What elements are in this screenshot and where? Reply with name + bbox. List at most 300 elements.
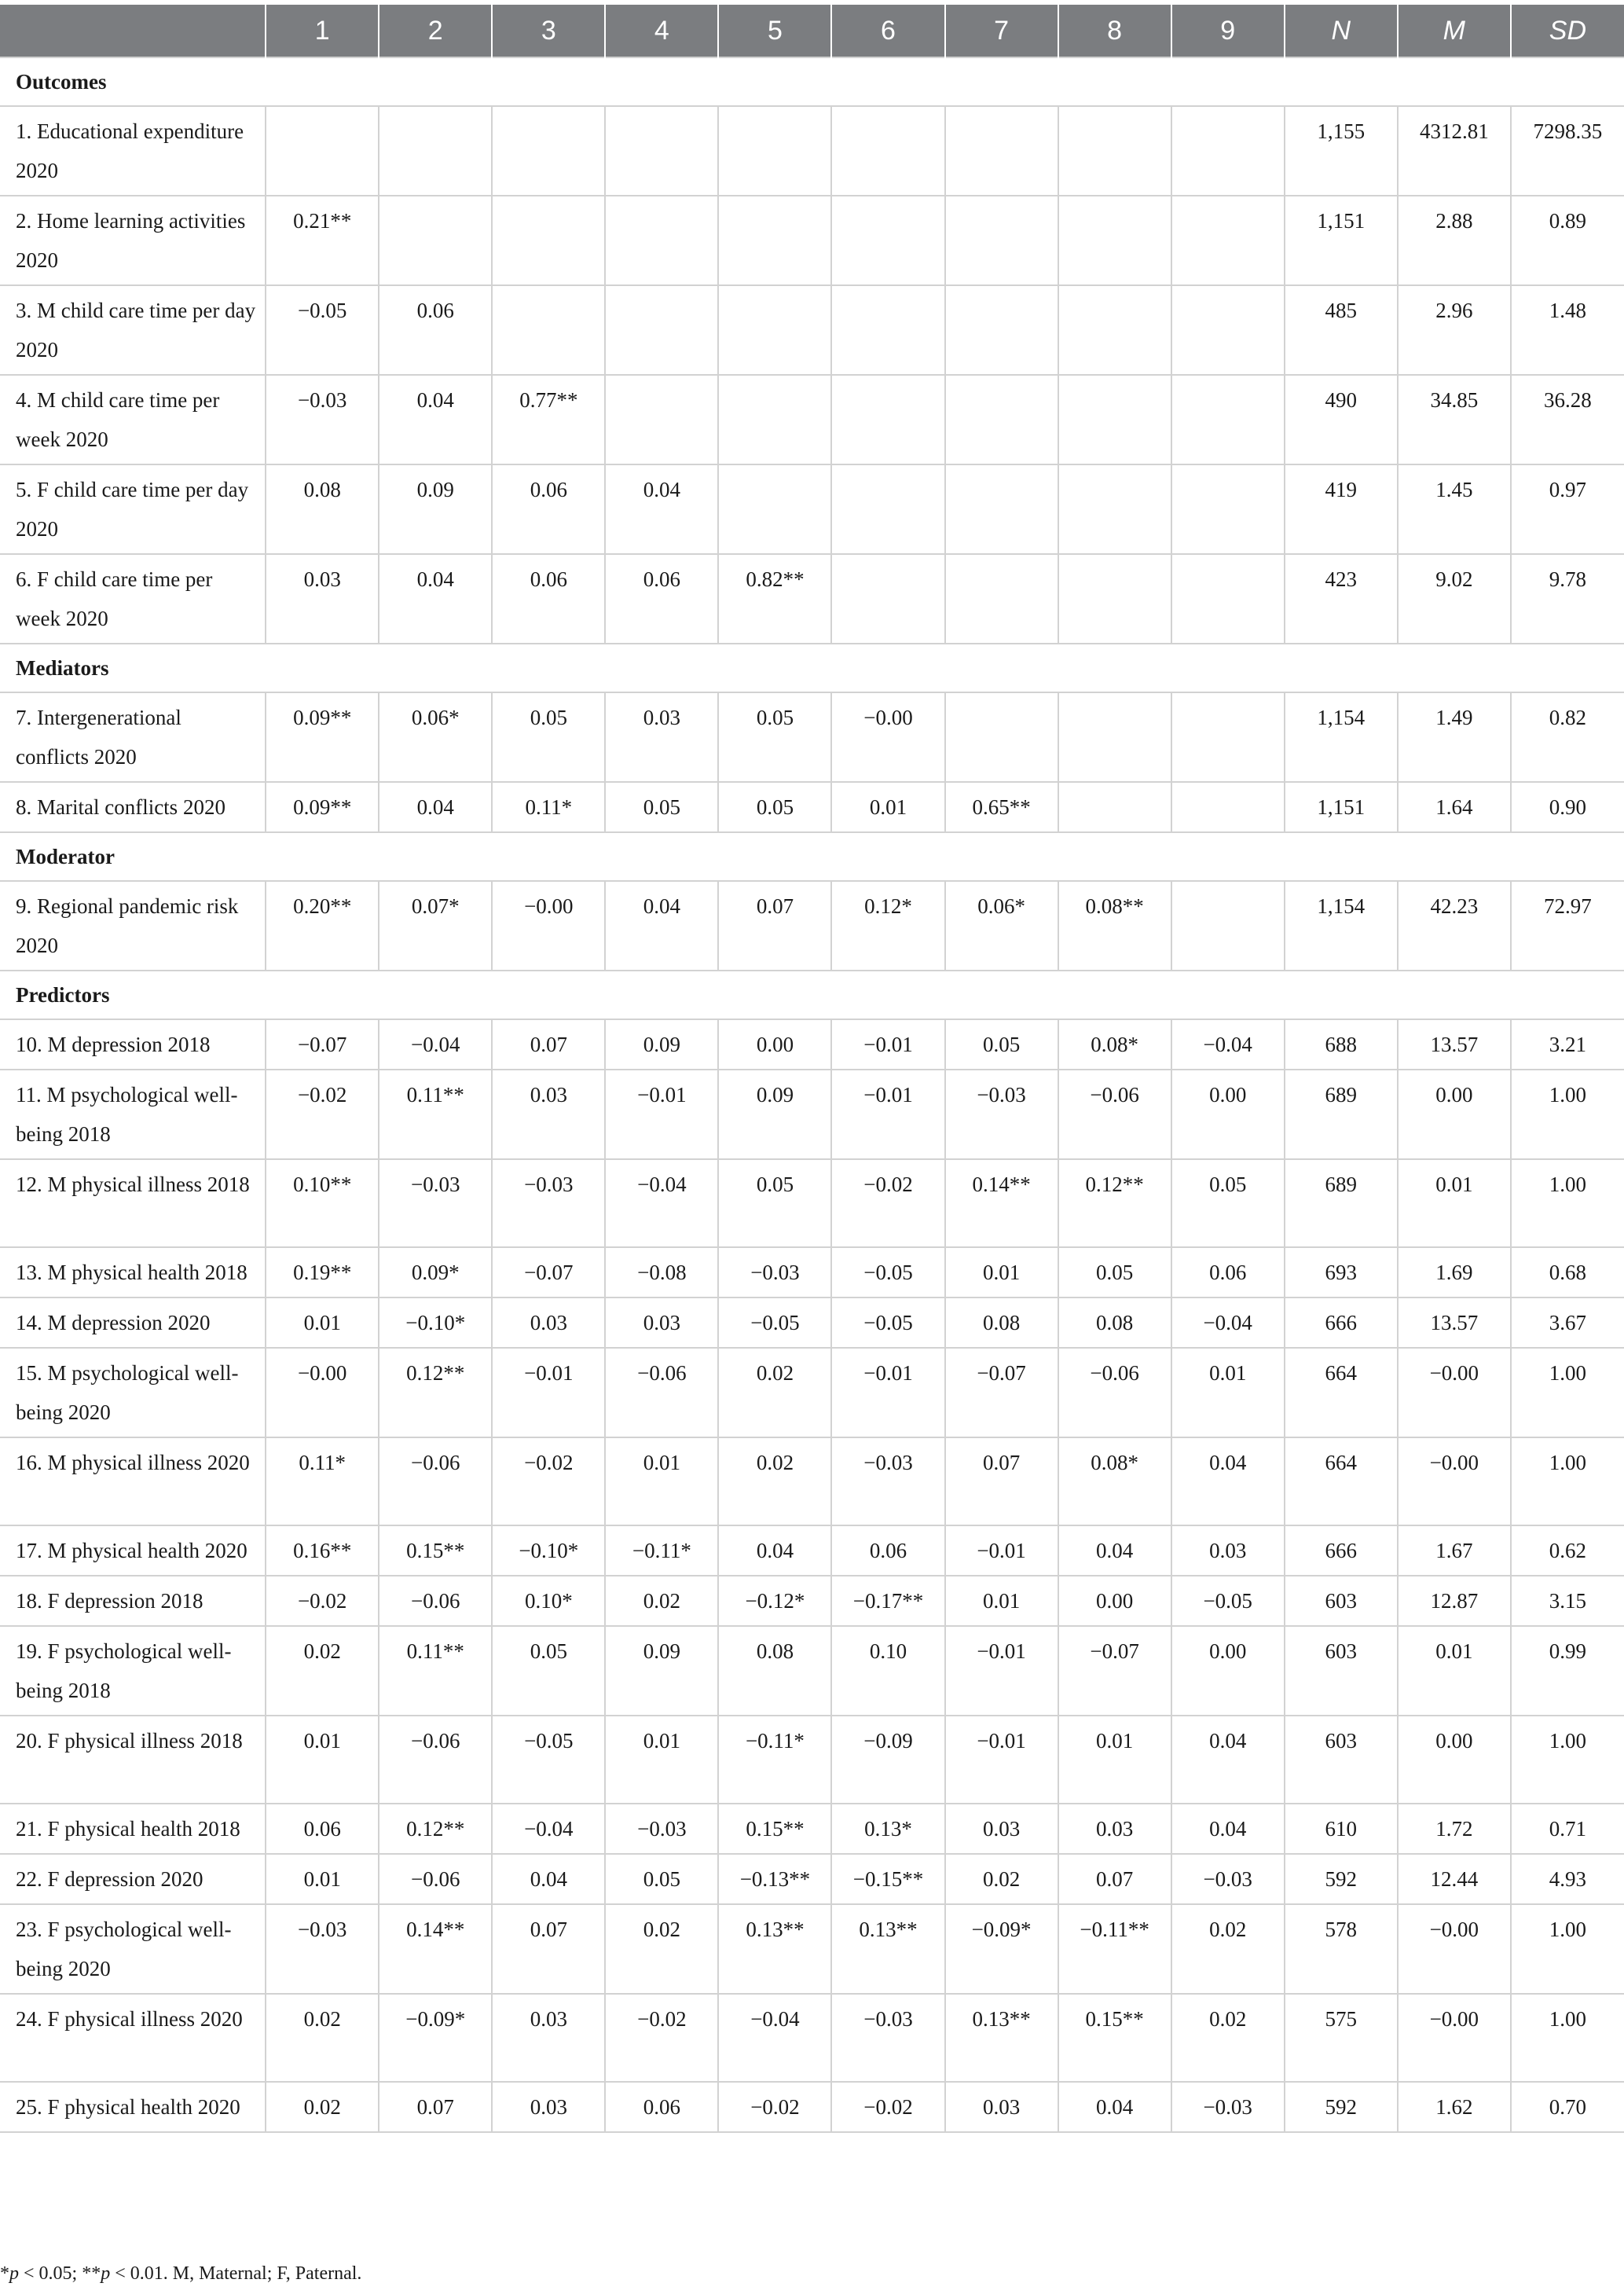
table-cell: 0.05 bbox=[492, 1626, 605, 1716]
table-cell: 1.62 bbox=[1398, 2082, 1511, 2132]
table-cell: 1,151 bbox=[1285, 196, 1398, 285]
table-row bbox=[0, 1159, 1624, 1247]
table-cell: 0.04 bbox=[379, 554, 492, 644]
table-cell: 0.01 bbox=[1398, 1626, 1511, 1716]
table-cell: 0.03 bbox=[945, 1804, 1058, 1854]
table-cell: 0.02 bbox=[718, 1348, 831, 1437]
table-cell: −0.01 bbox=[492, 1348, 605, 1437]
table-cell: 0.08 bbox=[266, 464, 379, 554]
table-cell: −0.00 bbox=[1398, 1437, 1511, 1525]
footnote-text-1: < 0.05; bbox=[19, 2263, 82, 2284]
table-row bbox=[0, 554, 1624, 644]
variable-label: 25. F physical health 2020 bbox=[0, 2082, 266, 2132]
table-cell: −0.05 bbox=[1171, 1576, 1285, 1626]
table-cell: 0.01 bbox=[266, 1854, 379, 1904]
table-cell: −0.07 bbox=[492, 1247, 605, 1297]
header-col-4: 4 bbox=[605, 5, 718, 57]
section-row bbox=[0, 971, 1624, 1019]
table-cell: −0.02 bbox=[718, 2082, 831, 2132]
table-cell bbox=[945, 106, 1058, 196]
table-cell: 9.78 bbox=[1511, 554, 1624, 644]
variable-label: 6. F child care time per week 2020 bbox=[0, 554, 266, 644]
table-row bbox=[0, 1716, 1624, 1804]
table-cell: 0.08* bbox=[1058, 1019, 1171, 1070]
table-cell: −0.09* bbox=[945, 1904, 1058, 1994]
table-cell bbox=[492, 106, 605, 196]
table-cell: 0.05 bbox=[1171, 1159, 1285, 1247]
table-cell: −0.03 bbox=[1171, 1854, 1285, 1904]
table-row bbox=[0, 2082, 1624, 2132]
table-cell: −0.06 bbox=[379, 1437, 492, 1525]
table-cell: 0.00 bbox=[1171, 1070, 1285, 1159]
table-cell: 0.65** bbox=[945, 782, 1058, 832]
table-row bbox=[0, 1437, 1624, 1525]
table-cell: 0.00 bbox=[1398, 1070, 1511, 1159]
table-cell bbox=[831, 554, 944, 644]
table-cell: −0.06 bbox=[379, 1854, 492, 1904]
variable-label: 7. Intergenerational conflicts 2020 bbox=[0, 692, 266, 782]
table-cell bbox=[945, 375, 1058, 464]
table-cell: −0.03 bbox=[266, 1904, 379, 1994]
table-cell: 0.11* bbox=[266, 1437, 379, 1525]
table-cell: 0.06* bbox=[945, 881, 1058, 971]
table-footnote bbox=[0, 2262, 361, 2285]
table-cell: 2.96 bbox=[1398, 285, 1511, 375]
table-cell bbox=[1058, 285, 1171, 375]
table-cell: 0.13** bbox=[718, 1904, 831, 1994]
table-cell: 693 bbox=[1285, 1247, 1398, 1297]
footnote-text-2: < 0.01. M, Maternal; F, Paternal. bbox=[110, 2263, 362, 2284]
table-cell: −0.02 bbox=[831, 2082, 944, 2132]
table-cell: −0.01 bbox=[605, 1070, 718, 1159]
table-cell bbox=[831, 285, 944, 375]
table-cell bbox=[1171, 881, 1285, 971]
table-cell: −0.09* bbox=[379, 1994, 492, 2082]
table-cell: 0.13** bbox=[831, 1904, 944, 1994]
table-cell: 0.02 bbox=[605, 1576, 718, 1626]
table-cell: 1.00 bbox=[1511, 1904, 1624, 1994]
table-cell: 1,154 bbox=[1285, 692, 1398, 782]
table-cell: 0.00 bbox=[1398, 1716, 1511, 1804]
table-cell bbox=[266, 106, 379, 196]
table-cell: 0.03 bbox=[492, 1994, 605, 2082]
table-cell: 610 bbox=[1285, 1804, 1398, 1854]
table-cell: 592 bbox=[1285, 1854, 1398, 1904]
table-row bbox=[0, 1247, 1624, 1297]
table-cell: 0.06 bbox=[831, 1525, 944, 1576]
table-cell: 666 bbox=[1285, 1525, 1398, 1576]
section-row bbox=[0, 644, 1624, 692]
table-cell: 0.03 bbox=[492, 1070, 605, 1159]
table-cell: 1.00 bbox=[1511, 1716, 1624, 1804]
table-cell: 664 bbox=[1285, 1348, 1398, 1437]
table-cell: 0.82** bbox=[718, 554, 831, 644]
table-cell: −0.03 bbox=[379, 1159, 492, 1247]
table-cell: 0.03 bbox=[266, 554, 379, 644]
correlation-table-container bbox=[0, 5, 1624, 2133]
table-cell: 1.45 bbox=[1398, 464, 1511, 554]
table-cell: −0.04 bbox=[1171, 1019, 1285, 1070]
table-cell: 0.03 bbox=[492, 1297, 605, 1348]
table-cell: 0.12** bbox=[379, 1804, 492, 1854]
header-col-1: 1 bbox=[266, 5, 379, 57]
table-cell: 13.57 bbox=[1398, 1019, 1511, 1070]
table-cell: 0.14** bbox=[379, 1904, 492, 1994]
table-cell: 0.04 bbox=[1058, 2082, 1171, 2132]
table-cell: 0.03 bbox=[492, 2082, 605, 2132]
table-cell: 0.06 bbox=[266, 1804, 379, 1854]
table-cell: 3.21 bbox=[1511, 1019, 1624, 1070]
table-cell: −0.10* bbox=[379, 1297, 492, 1348]
table-cell: −0.02 bbox=[266, 1576, 379, 1626]
table-cell: −0.04 bbox=[1171, 1297, 1285, 1348]
table-cell: 0.02 bbox=[718, 1437, 831, 1525]
table-cell: 0.06* bbox=[379, 692, 492, 782]
table-cell: 0.10 bbox=[831, 1626, 944, 1716]
table-cell bbox=[1058, 196, 1171, 285]
table-cell: 0.71 bbox=[1511, 1804, 1624, 1854]
table-cell: 1,154 bbox=[1285, 881, 1398, 971]
table-cell bbox=[605, 106, 718, 196]
table-cell: 0.04 bbox=[492, 1854, 605, 1904]
table-cell: −0.06 bbox=[1058, 1070, 1171, 1159]
table-cell: 0.07 bbox=[1058, 1854, 1171, 1904]
table-cell: −0.03 bbox=[605, 1804, 718, 1854]
table-cell bbox=[605, 375, 718, 464]
table-row bbox=[0, 106, 1624, 196]
table-cell: 575 bbox=[1285, 1994, 1398, 2082]
table-cell: −0.01 bbox=[831, 1019, 944, 1070]
table-cell: 4.93 bbox=[1511, 1854, 1624, 1904]
table-cell: −0.05 bbox=[718, 1297, 831, 1348]
table-cell: 0.07 bbox=[492, 1904, 605, 1994]
table-cell bbox=[1058, 692, 1171, 782]
table-cell bbox=[1058, 782, 1171, 832]
table-cell: 0.03 bbox=[945, 2082, 1058, 2132]
table-cell: 12.87 bbox=[1398, 1576, 1511, 1626]
table-cell: 0.09* bbox=[379, 1247, 492, 1297]
table-cell: 689 bbox=[1285, 1070, 1398, 1159]
table-cell: 4312.81 bbox=[1398, 106, 1511, 196]
table-cell: −0.00 bbox=[1398, 1994, 1511, 2082]
table-cell: 0.04 bbox=[605, 464, 718, 554]
table-cell: 423 bbox=[1285, 554, 1398, 644]
table-cell: 0.02 bbox=[1171, 1994, 1285, 2082]
table-row bbox=[0, 1854, 1624, 1904]
table-cell: −0.00 bbox=[1398, 1904, 1511, 1994]
table-cell: 0.06 bbox=[379, 285, 492, 375]
header-col-n: N bbox=[1285, 5, 1398, 57]
table-cell: −0.03 bbox=[831, 1437, 944, 1525]
table-cell: −0.07 bbox=[1058, 1626, 1171, 1716]
table-cell: 0.02 bbox=[945, 1854, 1058, 1904]
table-cell: 0.05 bbox=[945, 1019, 1058, 1070]
table-row bbox=[0, 1070, 1624, 1159]
table-cell: 0.01 bbox=[1058, 1716, 1171, 1804]
table-cell: 490 bbox=[1285, 375, 1398, 464]
table-cell: −0.05 bbox=[492, 1716, 605, 1804]
table-cell: 0.01 bbox=[605, 1437, 718, 1525]
variable-label: 15. M psychological well-being 2020 bbox=[0, 1348, 266, 1437]
table-cell: 0.00 bbox=[718, 1019, 831, 1070]
table-cell: −0.02 bbox=[605, 1994, 718, 2082]
table-cell: 0.15** bbox=[718, 1804, 831, 1854]
table-cell: 664 bbox=[1285, 1437, 1398, 1525]
table-cell bbox=[1171, 375, 1285, 464]
table-cell: 0.03 bbox=[1058, 1804, 1171, 1854]
table-cell: −0.06 bbox=[1058, 1348, 1171, 1437]
table-cell: 0.01 bbox=[945, 1247, 1058, 1297]
table-row bbox=[0, 881, 1624, 971]
table-cell: 0.02 bbox=[1171, 1904, 1285, 1994]
table-cell: 1.67 bbox=[1398, 1525, 1511, 1576]
table-cell bbox=[718, 464, 831, 554]
table-cell: −0.12* bbox=[718, 1576, 831, 1626]
header-label-col bbox=[0, 5, 266, 57]
variable-label: 1. Educational expenditure 2020 bbox=[0, 106, 266, 196]
table-cell bbox=[1171, 464, 1285, 554]
table-cell: 0.06 bbox=[1171, 1247, 1285, 1297]
table-cell: 3.67 bbox=[1511, 1297, 1624, 1348]
table-row bbox=[0, 1525, 1624, 1576]
table-header bbox=[0, 5, 1624, 57]
table-cell: 0.77** bbox=[492, 375, 605, 464]
table-cell: 0.02 bbox=[266, 1626, 379, 1716]
table-cell: 1.00 bbox=[1511, 1994, 1624, 2082]
section-heading: Mediators bbox=[0, 644, 1624, 692]
table-cell: 0.12** bbox=[379, 1348, 492, 1437]
table-row bbox=[0, 1626, 1624, 1716]
table-cell: 0.10** bbox=[266, 1159, 379, 1247]
table-cell: −0.00 bbox=[492, 881, 605, 971]
variable-label: 17. M physical health 2020 bbox=[0, 1525, 266, 1576]
table-cell: 485 bbox=[1285, 285, 1398, 375]
table-cell bbox=[605, 196, 718, 285]
variable-label: 16. M physical illness 2020 bbox=[0, 1437, 266, 1525]
table-row bbox=[0, 692, 1624, 782]
table-cell: 42.23 bbox=[1398, 881, 1511, 971]
table-cell bbox=[1058, 375, 1171, 464]
table-cell bbox=[379, 106, 492, 196]
table-cell bbox=[1171, 782, 1285, 832]
table-cell: 0.07* bbox=[379, 881, 492, 971]
table-cell: 0.04 bbox=[379, 375, 492, 464]
variable-label: 11. M psychological well-being 2018 bbox=[0, 1070, 266, 1159]
table-cell: −0.09 bbox=[831, 1716, 944, 1804]
table-cell bbox=[945, 285, 1058, 375]
table-row bbox=[0, 1297, 1624, 1348]
table-cell: 0.08** bbox=[1058, 881, 1171, 971]
table-cell: 0.03 bbox=[1171, 1525, 1285, 1576]
table-cell: 592 bbox=[1285, 2082, 1398, 2132]
table-cell: 0.09 bbox=[718, 1070, 831, 1159]
table-cell: −0.01 bbox=[945, 1525, 1058, 1576]
table-cell: −0.00 bbox=[266, 1348, 379, 1437]
table-cell: 0.04 bbox=[1058, 1525, 1171, 1576]
table-cell bbox=[1058, 554, 1171, 644]
table-cell bbox=[718, 106, 831, 196]
correlation-table bbox=[0, 5, 1624, 2133]
table-cell: 688 bbox=[1285, 1019, 1398, 1070]
table-cell: −0.01 bbox=[945, 1626, 1058, 1716]
header-col-sd: SD bbox=[1511, 5, 1624, 57]
table-cell: 666 bbox=[1285, 1297, 1398, 1348]
table-cell: 0.01 bbox=[605, 1716, 718, 1804]
table-cell: 1.00 bbox=[1511, 1348, 1624, 1437]
table-cell: −0.10* bbox=[492, 1525, 605, 1576]
table-cell: −0.11* bbox=[718, 1716, 831, 1804]
table-cell: 0.04 bbox=[1171, 1437, 1285, 1525]
table-cell: 0.01 bbox=[1398, 1159, 1511, 1247]
table-cell: 0.21** bbox=[266, 196, 379, 285]
table-cell: 0.14** bbox=[945, 1159, 1058, 1247]
table-cell: 0.00 bbox=[1058, 1576, 1171, 1626]
table-cell bbox=[945, 464, 1058, 554]
table-cell: 0.02 bbox=[605, 1904, 718, 1994]
table-cell: −0.02 bbox=[266, 1070, 379, 1159]
table-cell: 0.05 bbox=[492, 692, 605, 782]
footnote-p-1: p bbox=[9, 2263, 19, 2284]
header-col-3: 3 bbox=[492, 5, 605, 57]
table-cell: 0.10* bbox=[492, 1576, 605, 1626]
table-cell: 0.05 bbox=[605, 782, 718, 832]
header-col-8: 8 bbox=[1058, 5, 1171, 57]
table-cell: −0.15** bbox=[831, 1854, 944, 1904]
table-cell: 0.04 bbox=[1171, 1804, 1285, 1854]
table-cell: 0.01 bbox=[945, 1576, 1058, 1626]
table-row bbox=[0, 782, 1624, 832]
table-cell: 1,155 bbox=[1285, 106, 1398, 196]
table-row bbox=[0, 1348, 1624, 1437]
table-cell: 0.08 bbox=[945, 1297, 1058, 1348]
table-cell: 0.03 bbox=[605, 1297, 718, 1348]
table-row bbox=[0, 1804, 1624, 1854]
variable-label: 4. M child care time per week 2020 bbox=[0, 375, 266, 464]
header-col-5: 5 bbox=[718, 5, 831, 57]
table-cell: 0.06 bbox=[492, 464, 605, 554]
table-cell: 0.08 bbox=[718, 1626, 831, 1716]
table-cell: −0.02 bbox=[831, 1159, 944, 1247]
table-cell: 0.07 bbox=[379, 2082, 492, 2132]
table-cell bbox=[1171, 196, 1285, 285]
table-cell bbox=[492, 196, 605, 285]
variable-label: 2. Home learning activities 2020 bbox=[0, 196, 266, 285]
table-cell: −0.04 bbox=[718, 1994, 831, 2082]
table-cell: 0.04 bbox=[605, 881, 718, 971]
table-cell bbox=[718, 285, 831, 375]
table-cell: 36.28 bbox=[1511, 375, 1624, 464]
table-cell: 0.05 bbox=[718, 1159, 831, 1247]
table-cell: 0.04 bbox=[718, 1525, 831, 1576]
table-cell: −0.03 bbox=[831, 1994, 944, 2082]
table-cell: 0.01 bbox=[831, 782, 944, 832]
table-cell: −0.17** bbox=[831, 1576, 944, 1626]
table-cell: 0.03 bbox=[605, 692, 718, 782]
table-cell: 1.69 bbox=[1398, 1247, 1511, 1297]
table-cell: 0.07 bbox=[492, 1019, 605, 1070]
variable-label: 24. F physical illness 2020 bbox=[0, 1994, 266, 2082]
table-cell bbox=[831, 106, 944, 196]
table-cell: 0.70 bbox=[1511, 2082, 1624, 2132]
table-cell: 1.48 bbox=[1511, 285, 1624, 375]
table-cell: 0.05 bbox=[718, 782, 831, 832]
table-body bbox=[0, 57, 1624, 2132]
table-cell: 1.49 bbox=[1398, 692, 1511, 782]
table-cell: 0.89 bbox=[1511, 196, 1624, 285]
table-cell: 0.15** bbox=[1058, 1994, 1171, 2082]
table-cell: 0.07 bbox=[945, 1437, 1058, 1525]
table-cell: 0.12** bbox=[1058, 1159, 1171, 1247]
table-cell: −0.04 bbox=[605, 1159, 718, 1247]
table-cell: −0.06 bbox=[605, 1348, 718, 1437]
section-heading: Predictors bbox=[0, 971, 1624, 1019]
table-cell: 0.97 bbox=[1511, 464, 1624, 554]
section-heading: Outcomes bbox=[0, 57, 1624, 106]
table-cell: −0.11* bbox=[605, 1525, 718, 1576]
table-cell bbox=[718, 196, 831, 285]
table-cell: 0.08 bbox=[1058, 1297, 1171, 1348]
table-cell: 0.11** bbox=[379, 1626, 492, 1716]
table-cell: −0.13** bbox=[718, 1854, 831, 1904]
table-cell: 578 bbox=[1285, 1904, 1398, 1994]
table-cell: −0.07 bbox=[945, 1348, 1058, 1437]
table-cell bbox=[1058, 106, 1171, 196]
table-cell: 34.85 bbox=[1398, 375, 1511, 464]
table-cell: −0.03 bbox=[492, 1159, 605, 1247]
table-cell: 1.00 bbox=[1511, 1159, 1624, 1247]
table-cell: 0.09 bbox=[379, 464, 492, 554]
table-cell: −0.05 bbox=[266, 285, 379, 375]
table-cell: 0.09** bbox=[266, 692, 379, 782]
table-cell: 1.00 bbox=[1511, 1437, 1624, 1525]
table-cell: −0.08 bbox=[605, 1247, 718, 1297]
table-cell bbox=[1171, 106, 1285, 196]
table-row bbox=[0, 1019, 1624, 1070]
table-cell: 0.00 bbox=[1171, 1626, 1285, 1716]
table-cell: 0.15** bbox=[379, 1525, 492, 1576]
table-cell: 0.06 bbox=[605, 554, 718, 644]
header-row bbox=[0, 5, 1624, 57]
table-cell: 0.20** bbox=[266, 881, 379, 971]
table-cell: 0.16** bbox=[266, 1525, 379, 1576]
table-cell bbox=[831, 464, 944, 554]
table-cell: 0.02 bbox=[266, 1994, 379, 2082]
table-cell bbox=[1058, 464, 1171, 554]
table-cell: 0.99 bbox=[1511, 1626, 1624, 1716]
table-cell: 1,151 bbox=[1285, 782, 1398, 832]
table-cell bbox=[1171, 554, 1285, 644]
section-row bbox=[0, 57, 1624, 106]
table-cell: 0.90 bbox=[1511, 782, 1624, 832]
table-cell: 603 bbox=[1285, 1716, 1398, 1804]
table-cell: −0.07 bbox=[266, 1019, 379, 1070]
table-row bbox=[0, 464, 1624, 554]
table-cell: 0.82 bbox=[1511, 692, 1624, 782]
table-cell: 0.01 bbox=[266, 1716, 379, 1804]
table-row bbox=[0, 196, 1624, 285]
table-cell: 0.07 bbox=[718, 881, 831, 971]
table-cell bbox=[492, 285, 605, 375]
table-cell: 0.13** bbox=[945, 1994, 1058, 2082]
table-cell: −0.01 bbox=[945, 1716, 1058, 1804]
table-cell bbox=[379, 196, 492, 285]
table-cell: 0.62 bbox=[1511, 1525, 1624, 1576]
variable-label: 18. F depression 2018 bbox=[0, 1576, 266, 1626]
table-cell bbox=[1171, 285, 1285, 375]
variable-label: 21. F physical health 2018 bbox=[0, 1804, 266, 1854]
table-cell: 603 bbox=[1285, 1576, 1398, 1626]
section-row bbox=[0, 832, 1624, 881]
